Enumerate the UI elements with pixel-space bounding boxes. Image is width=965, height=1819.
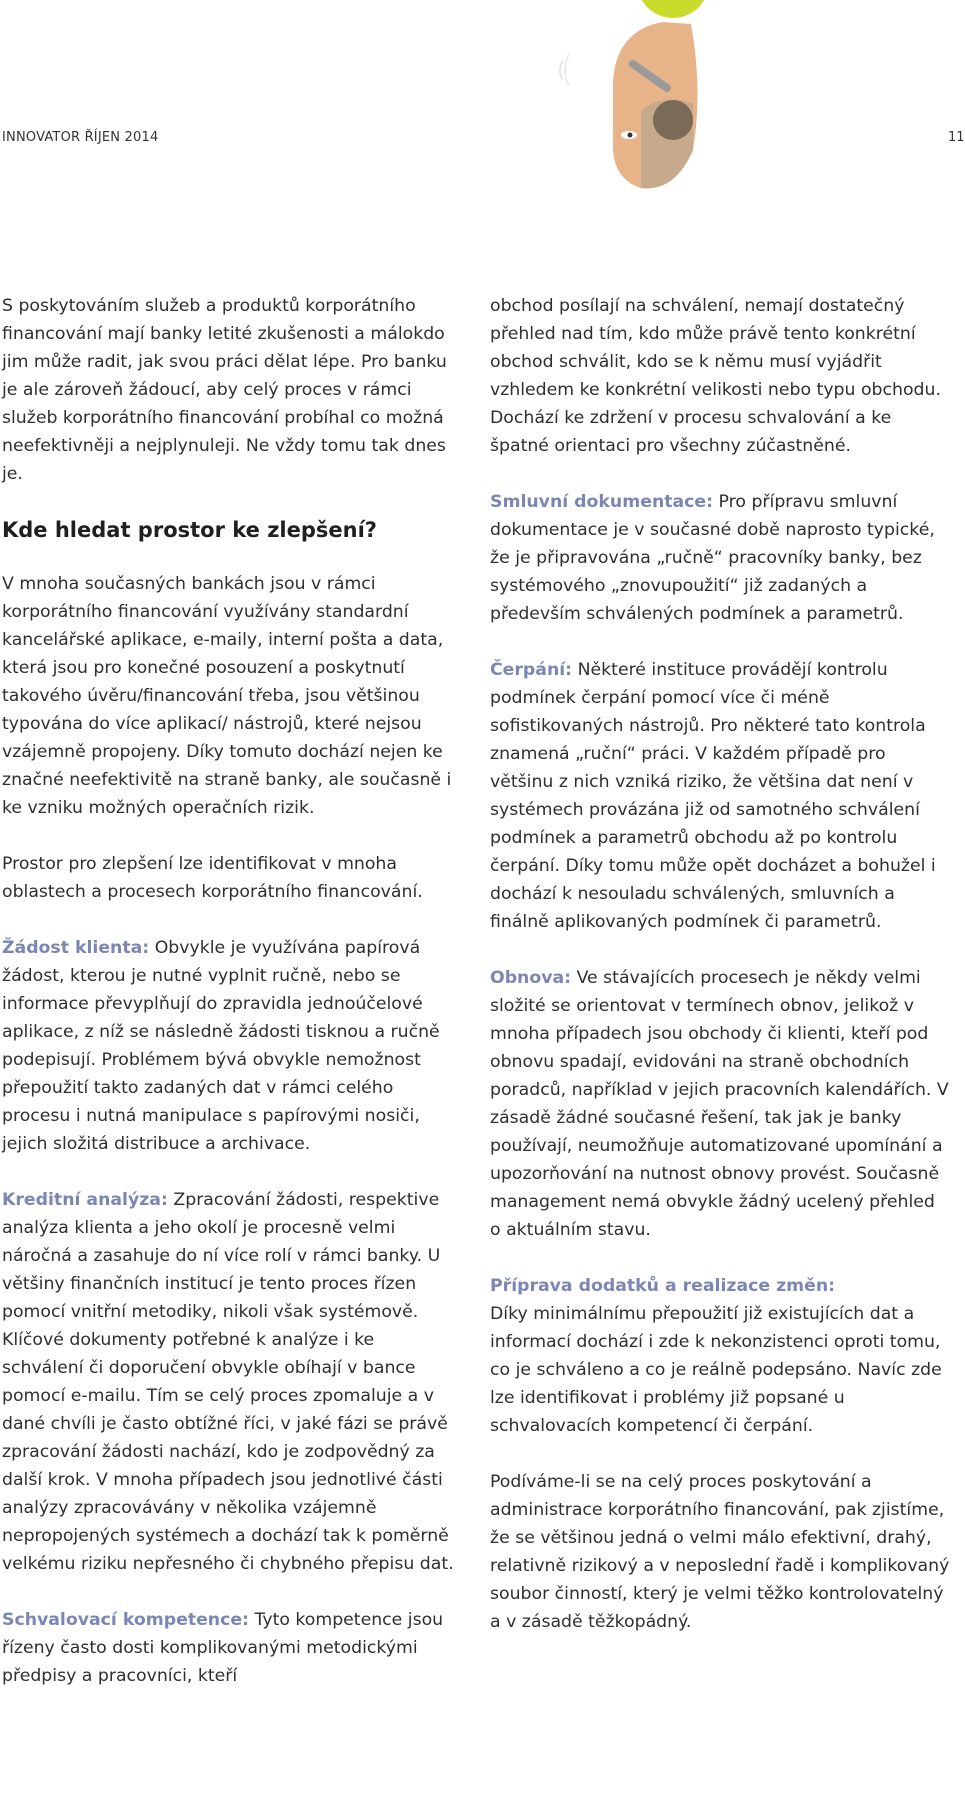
paragraph-continuation: obchod posílají na schválení, nemají dostatečný přehled nad tím, kdo může právě tento konkrétní obchod schválit, kdo se k němu musí vyjádřit vzhledem ke konkrétní velikosti nebo typu obchodu. Dochází ke zdržení v procesu schvalování a ke špatné orientaci pro všechny zúčastněné. [490, 296, 941, 456]
paragraph-analyza [2, 1186, 457, 1578]
paragraph-cerpani [490, 656, 950, 936]
text-zadost: Obvykle je využívána papírová žádost, kterou je nutné vyplnit ručně, nebo se informace převyplňují do zpravidla jednoúčelové aplikace, z níž se následně žádosti tisknou a ručně podepisují. Problémem bývá obvykle nemožnost přepoužití takto zadaných dat v rámci celého procesu i nutná manipulace s papírovými nosiči, jejich složitá distribuce a archivace. [2, 938, 440, 1154]
right-column [490, 292, 950, 1664]
lead-smluvni: Smluvní dokumentace: [490, 492, 714, 512]
lead-obnova: Obnova: [490, 968, 572, 988]
text-cerpani: Některé instituce provádějí kontrolu podmínek čerpání pomocí více či méně sofistikovaných nástrojů. Pro některé tato kontrola znamená „ruční“ práci. V každém případě pro většinu z nich vzniká riziko, že většina dat není v systémech provázána již od samotného schválení podmínek a parametrů obchodu až po kontrolu čerpání. Díky tomu může opět docházet a bohužel i dochází k nesouladu schválených, smluvních a finálně aplikovaných podmínek či parametrů. [490, 660, 936, 932]
paragraph-smluvni [490, 488, 950, 628]
paragraph-obnova [490, 964, 950, 1244]
lead-cerpani: Čerpání: [490, 660, 573, 680]
green-hat-shape [637, 0, 709, 18]
lead-dodatky: Příprava dodatků a realizace změn: [490, 1276, 836, 1296]
eye-pupil [628, 133, 633, 138]
paragraph-improvement: Prostor pro zlepšení lze identifikovat v mnoha oblastech a procesech korporátního financování. [2, 854, 423, 902]
lead-analyza: Kreditní analýza: [2, 1190, 168, 1210]
page-number: 11 [948, 130, 965, 145]
text-kompetence: Tyto kompetence jsou řízeny často dosti komplikovanými metodickými předpisy a pracovníci, kteří [2, 1610, 444, 1686]
intro-paragraph: S poskytováním služeb a produktů korporátního financování mají banky letité zkušenosti a málokdo jim může radit, jak svou práci dělat lépe. Pro banku je ale zároveň žádoucí, aby celý proces v rámci služeb korporátního financování probíhal co možná neefektivněji a nejplynuleji. Ne vždy tomu tak dnes je. [2, 296, 447, 484]
sound-wave-icon [560, 60, 563, 80]
lead-kompetence: Schvalovací kompetence: [2, 1610, 249, 1630]
paragraph-current-state: V mnoha současných bankách jsou v rámci korporátního financování využívány standardní kancelářské aplikace, e-maily, interní pošta a data, která jsou pro konečné posouzení a poskytnutí takového úvěru/financování třeba, jsou většinou typována do více aplikací/ nástrojů, které nejsou vzájemně propojeny. Díky tomuto dochází nejen ke značné neefektivitě na straně banky, ale současně i ke vzniku možných operačních rizik. [2, 574, 452, 818]
paragraph-zadost [2, 934, 457, 1158]
person-illustration [555, 0, 735, 195]
sound-wave-icon [565, 54, 569, 86]
lead-zadost: Žádost klienta: [2, 938, 150, 958]
text-dodatky: Díky minimálnímu přepoužití již existujících dat a informací dochází i zde k nekonzistenci oproti tomu, co je schváleno a co je reálně podepsáno. Navíc zde lze identifikovat i problémy již popsané u schvalovacích kompetencí či čerpání. [490, 1304, 942, 1436]
paragraph-dodatky [490, 1272, 950, 1440]
left-column [2, 292, 457, 1718]
text-analyza: Zpracování žádosti, respektive analýza klienta a jeho okolí je procesně velmi náročná a zasahuje do ní více rolí v rámci banky. U většiny finančních institucí je tento proces řízen pomocí vnitřní metodiky, nikoli však systémově. Klíčové dokumenty potřebné k analýze i ke schválení či doporučení obvykle obíhají v bance pomocí e-mailu. Tím se celý proces zpomaluje a v dané chvíli je často obtížné říci, v jaké fázi se právě zpracování žádosti nachází, kdo je zodpovědný za další krok. V mnoha případech jsou jednotlivé části analýzy zpracovávány v několika vzájemně nepropojených systémech a dochází tak k poměrně velkému riziku nepřesného či chybného přepisu dat. [2, 1190, 454, 1574]
paragraph-kompetence [2, 1606, 457, 1690]
text-obnova: Ve stávajících procesech je někdy velmi složité se orientovat v termínech obnov, jelikož v mnoha případech jsou obchody či klienti, kteří pod obnovu spadají, evidováni na straně obchodních poradců, například v jejich pracovních kalendářích. V zásadě žádné současné řešení, tak jak je banky používají, neumožňuje automatizované upomínání a upozorňování na nutnost obnovy provést. Současně management nemá obvykle žádný ucelený přehled o aktuálním stavu. [490, 968, 949, 1240]
text-smluvni: Pro přípravu smluvní dokumentace je v současné době naprosto typické, že je připravována „ručně“ pracovníky banky, bez systémového „znovupoužití“ již zadaných a především schválených podmínek a parametrů. [490, 492, 935, 624]
paragraph-closing: Podíváme-li se na celý proces poskytování a administrace korporátního financování, pak zjistíme, že se většinou jedná o velmi málo efektivní, drahý, relativně rizikový a v neposlední řadě i komplikovaný soubor činností, který je velmi těžko kontrolovatelný a v zásadě těžkopádný. [490, 1472, 950, 1632]
section-heading: Kde hledat prostor ke zlepšení? [2, 518, 377, 542]
publication-title: INNOVATOR ŘÍJEN 2014 [2, 130, 159, 145]
ear-shape [653, 100, 693, 140]
